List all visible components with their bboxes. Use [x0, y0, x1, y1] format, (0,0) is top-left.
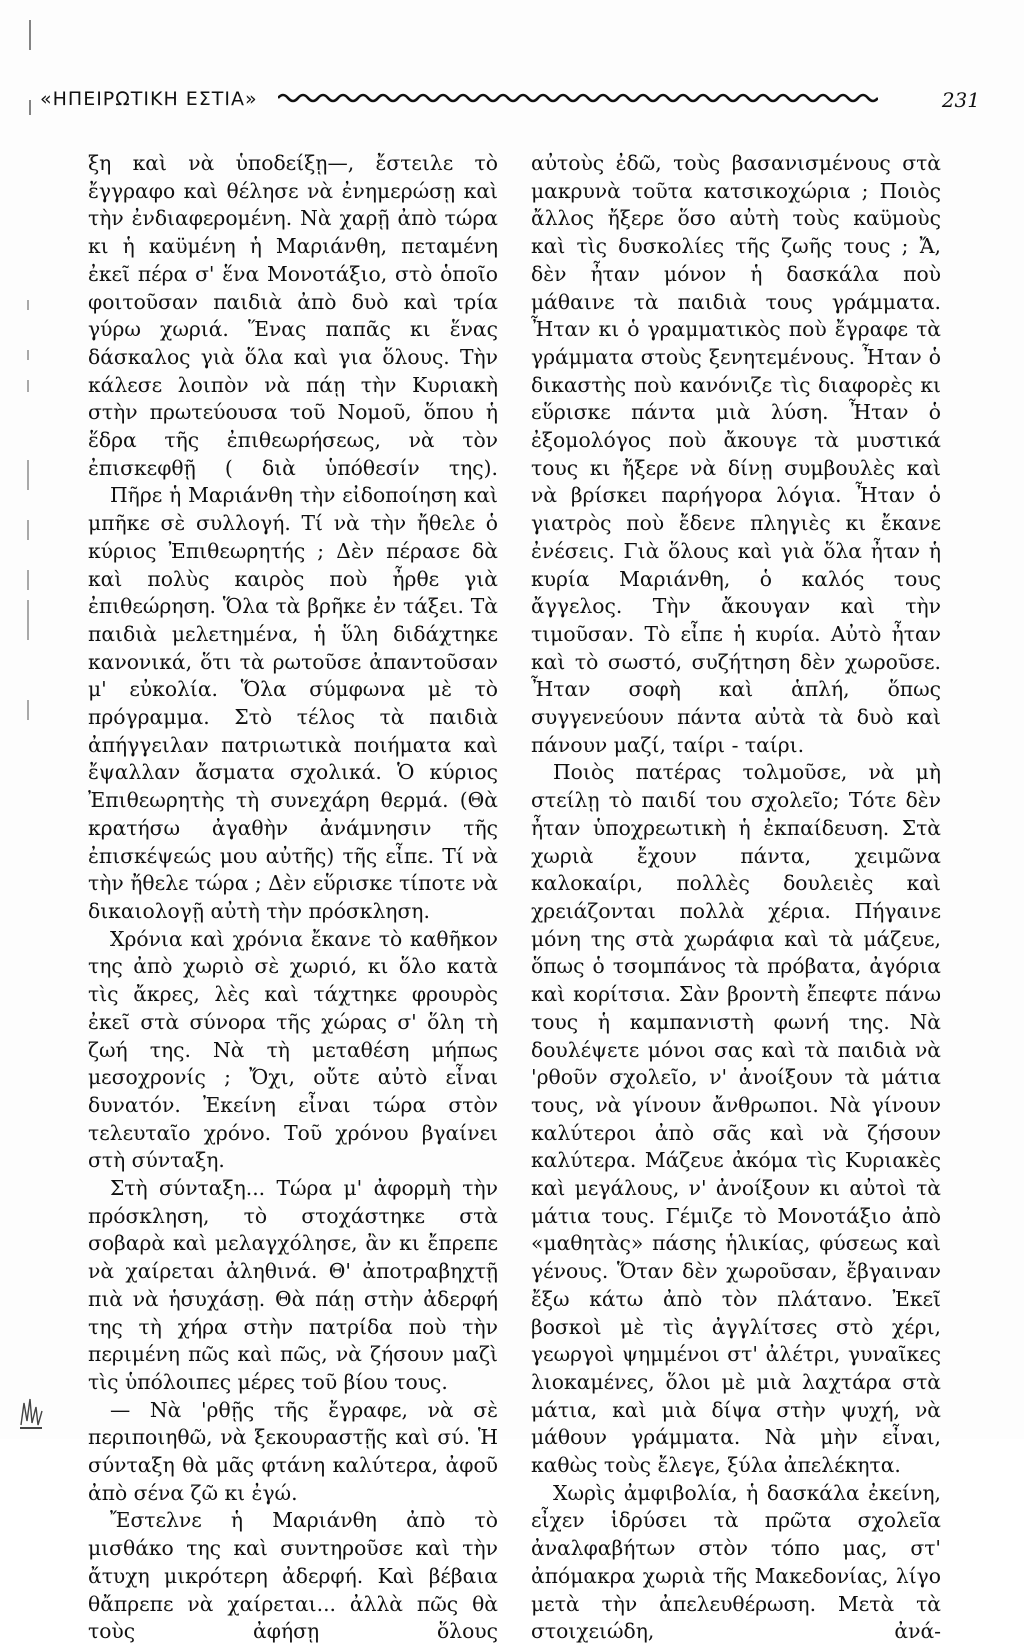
paragraph — [88, 1397, 498, 1508]
running-head — [40, 82, 980, 122]
paragraph-text: Πῆρε ἡ Μαριάνθη τὴν εἰδοποίηση καὶ μπῆκε σὲ συλλογή. Τί νὰ τὴν ἤθελε ὁ κύριος Ἐπιθεωρητής ; Δὲν πέρασε δὰ καὶ πολὺς καιρὸς ποὺ ἦρθε γιὰ ἐπιθεώρηση. Ὅλα τὰ βρῆκε ἐν τάξει. Τὰ παιδιὰ μελετημένα, ἡ ὕλη διδάχτηκε κανονικά, ὅτι τὰ ρωτοῦσε ἀπαντοῦσαν μ' εὐκολία. Ὅλα σύμφωνα μὲ τὸ πρόγραμμα. Στὸ τέλος τὰ παιδιὰ ἀπήγγειλαν πατριωτικὰ ποιήματα καὶ ἔψαλλαν ἄσματα σχολικά. Ὁ κύριος Ἐπιθεωρητὴς τὴ συνεχάρη θερμά. (Θὰ κρατήσω ἀγαθὴν ἀνάμνησιν τῆς ἐπισκέψεώς μου αὐτῆς) τῆς εἶπε. Τί νὰ τὴν ἤθελε τώρα ; Δὲν εὕρισκε τίποτε νὰ δικαιολογῇ αὐτὴ τὴν πρόσκληση. — [88, 483, 498, 923]
page-number: 231 — [941, 88, 980, 112]
paragraph — [88, 482, 498, 925]
wavy-rule — [278, 92, 878, 104]
paragraph-text: ξη καὶ νὰ ὑποδείξῃ—, ἔστειλε τὸ ἔγγραφο καὶ θέλησε νὰ ἐνημερώσῃ καὶ τὴν ἐνδιαφερομένη. Νὰ χαρῇ ἀπὸ τώρα κι ἡ καϋμένη ἡ Μαριάνθη, πεταμένη ἐκεῖ πέρα σ' ἕνα Μονοτάξιο, στὸ ὁποῖο φοιτοῦσαν παιδιὰ ἀπὸ δυὸ καὶ τρία γύρω χωριά. Ἕνας παπᾶς κι ἕνας δάσκαλος γιὰ ὅλα καὶ για ὅλους. Τὴν κάλεσε λοιπὸν νὰ πάῃ τὴν Κυριακὴ στὴν πρωτεύουσα τοῦ Νομοῦ, ὅπου ἡ ἕδρα τῆς ἐπιθεωρήσεως, νὰ τὸν ἐπισκεφθῇ ( διὰ ὑπόθεσίν της). — [88, 151, 498, 480]
journal-title: «ΗΠΕΙΡΩΤΙΚΗ ΕΣΤΙΑ» — [40, 88, 258, 110]
paragraph — [88, 1175, 498, 1397]
right-column — [531, 150, 941, 1646]
scan-margin-marks — [26, 20, 36, 1400]
left-column — [88, 150, 498, 1646]
paragraph-text: Στὴ σύνταξη... Τώρα μ' ἀφορμὴ τὴν πρόσκληση, τὸ στοχάστηκε στὰ σοβαρὰ καὶ μελαγχόλησε, ἂν κι ἔπρεπε νὰ χαίρεται ἀληθινά. Θ' ἀποτραβηχτῇ πιὰ νὰ ἡσυχάσῃ. Θὰ πάῃ στὴν ἀδερφή της τὴ χήρα στὴν πατρίδα ποὺ τὴν περιμένη πῶς καὶ πῶς, νὰ ζήσουν μαζὶ τὶς ὑπόλοιπες μέρες τοῦ βίου τους. — [88, 1176, 498, 1394]
paragraph-text: Ποιὸς πατέρας τολμοῦσε, νὰ μὴ στείλῃ τὸ παιδί του σχολεῖο; Τότε δὲν ἦταν ὑποχρεωτικὴ ἡ ἐκπαίδευση. Στὰ χωριὰ ἔχουν πάντα, χειμῶνα καλοκαίρι, πολλὲς δουλειὲς καὶ χρειάζονται πολλὰ χέρια. Πήγαινε μόνη της στὰ χωράφια καὶ τὰ μάζευε, ὅπως ὁ τσομπάνος τὰ πρόβατα, ἀγόρια καὶ κορίτσια. Σὰν βροντὴ ἔπεφτε πάνω τους ἡ καμπανιστὴ φωνή της. Νὰ δουλέψετε μόνοι σας καὶ τὰ παιδιὰ νὰ 'ρθοῦν σχολεῖο, ν' ἀνοίξουν τὰ μάτια τους, νὰ γίνουν ἄνθρωποι. Νὰ γίνουν καλύτεροι ἀπὸ σᾶς καὶ νὰ ζήσουν καλύτερα. Μάζευε ἀκόμα τὶς Κυριακὲς καὶ μεγάλους, ν' ἀνοίξουν κι αὐτοὶ τὰ μάτια τους. Γέμιζε τὸ Μονοτάξιο ἀπὸ «μαθητὰς» πάσης ἡλικίας, φύσεως καὶ γένους. Ὅταν δὲν χωροῦσαν, ἔβγαιναν ἔξω κάτω ἀπὸ τὸν πλάτανο. Ἐκεῖ βοσκοὶ μὲ τὶς ἀγγλίτσες στὸ χέρι, γεωργοὶ ψημμένοι στ' ἀλέτρι, γυναῖκες λιοκαμένες, ὅλοι μὲ μιὰ λαχτάρα στὰ μάτια, καὶ μιὰ δίψα στὴν ψυχή, νὰ μάθουν γράμματα. Νὰ μὴν εἶναι, καθὼς τοὺς ἔλεγε, ξύλα ἀπελέκητα. — [531, 760, 941, 1478]
paragraph-text: αὐτοὺς ἐδῶ, τοὺς βασανισμένους στὰ μακρυνὰ τοῦτα κατσικοχώρια ; Ποιὸς ἄλλος ἤξερε ὅσο αὐτὴ τοὺς καϋμοὺς καὶ τὶς δυσκολίες τῆς ζωῆς τους ; Ἄ, δὲν ἦταν μόνον ἡ δασκάλα ποὺ μάθαινε τὰ παιδιὰ τους γράμματα. Ἦταν κι ὁ γραμματικὸς ποὺ ἔγραφε τὰ γράμματα στοὺς ξενητεμένους. Ἦταν ὁ δικαστὴς ποὺ κανόνιζε τὶς διαφορὲς κι εὕρισκε πάντα μιὰ λύση. Ἦταν ὁ ἐξομολόγος ποὺ ἄκουγε τὰ μυστικά τους κι ἤξερε νὰ δίνῃ συμβουλὲς καὶ νὰ βρίσκει παρήγορα λόγια. Ἦταν ὁ γιατρὸς ποὺ ἔδενε πληγιὲς κι ἔκανε ἐνέσεις. Γιὰ ὅλους καὶ γιὰ ὅλα ἦταν ἡ κυρία Μαριάνθη, ὁ καλός τους ἄγγελος. Τὴν ἄκουγαν καὶ τὴν τιμοῦσαν. Τὸ εἶπε ἡ κυρία. Αὐτὸ ἦταν καὶ τὸ σωστό, συζήτηση δὲν χωροῦσε. Ἦταν σοφὴ καὶ ἁπλή, ὅπως συγγενεύουν πάντα αὐτὰ τὰ δυὸ καὶ πάνουν μαζί, ταίρι - ταίρι. — [531, 151, 941, 757]
paragraph-text: Χωρὶς ἀμφιβολία, ἡ δασκάλα ἐκείνη, εἶχεν ἱδρύσει τὰ πρῶτα σχολεῖα ἀναλφαβήτων στὸν τόπο μας, στ' ἀπόμακρα χωριὰ τῆς Μακεδονίας, λίγο μετὰ τὴν ἀπελευθέρωση. Μετὰ τὰ στοιχειώδη, ἀνά- — [531, 1480, 941, 1644]
paragraph — [531, 1480, 941, 1646]
paragraph — [88, 150, 498, 482]
paragraph — [531, 759, 941, 1479]
scan-smudge — [18, 1395, 44, 1429]
paragraph-text: Ἔστελνε ἡ Μαριάνθη ἀπὸ τὸ μισθάκο της καὶ συντηροῦσε καὶ τὴν ἄτυχη μικρότερη ἀδερφή. Καὶ βέβαια θἄπρεπε νὰ χαίρεται... ἀλλὰ πῶς θὰ τοὺς ἀφήσῃ ὅλους — [88, 1508, 498, 1644]
paragraph — [88, 926, 498, 1175]
paragraph — [531, 150, 941, 759]
paragraph-text: Χρόνια καὶ χρόνια ἔκανε τὸ καθῆκον της ἀπὸ χωριὸ σὲ χωριό, κι ὅλο κατὰ τὶς ἄκρες, λὲς καὶ τάχτηκε φρουρὸς ἐκεῖ στὰ σύνορα τῆς χώρας σ' ὅλη τὴ ζωή της. Νὰ τὴ μεταθέση μήπως μεσοχρονίς ; Ὄχι, οὔτε αὐτὸ εἶναι δυνατόν. Ἐκείνη εἶναι τώρα στὸν τελευταῖο χρόνο. Τοῦ χρόνου βγαίνει στὴ σύνταξη. — [88, 926, 498, 1173]
paragraph-text: — Νὰ 'ρθῇς τῆς ἔγραφε, νὰ σὲ περιποιηθῶ, νὰ ξεκουραστῇς καὶ σύ. Ἡ σύνταξη θὰ μᾶς φτάνη καλύτερα, ἀφοῦ ἀπὸ σένα ζῶ κι ἐγώ. — [88, 1397, 498, 1505]
paragraph — [88, 1507, 498, 1646]
